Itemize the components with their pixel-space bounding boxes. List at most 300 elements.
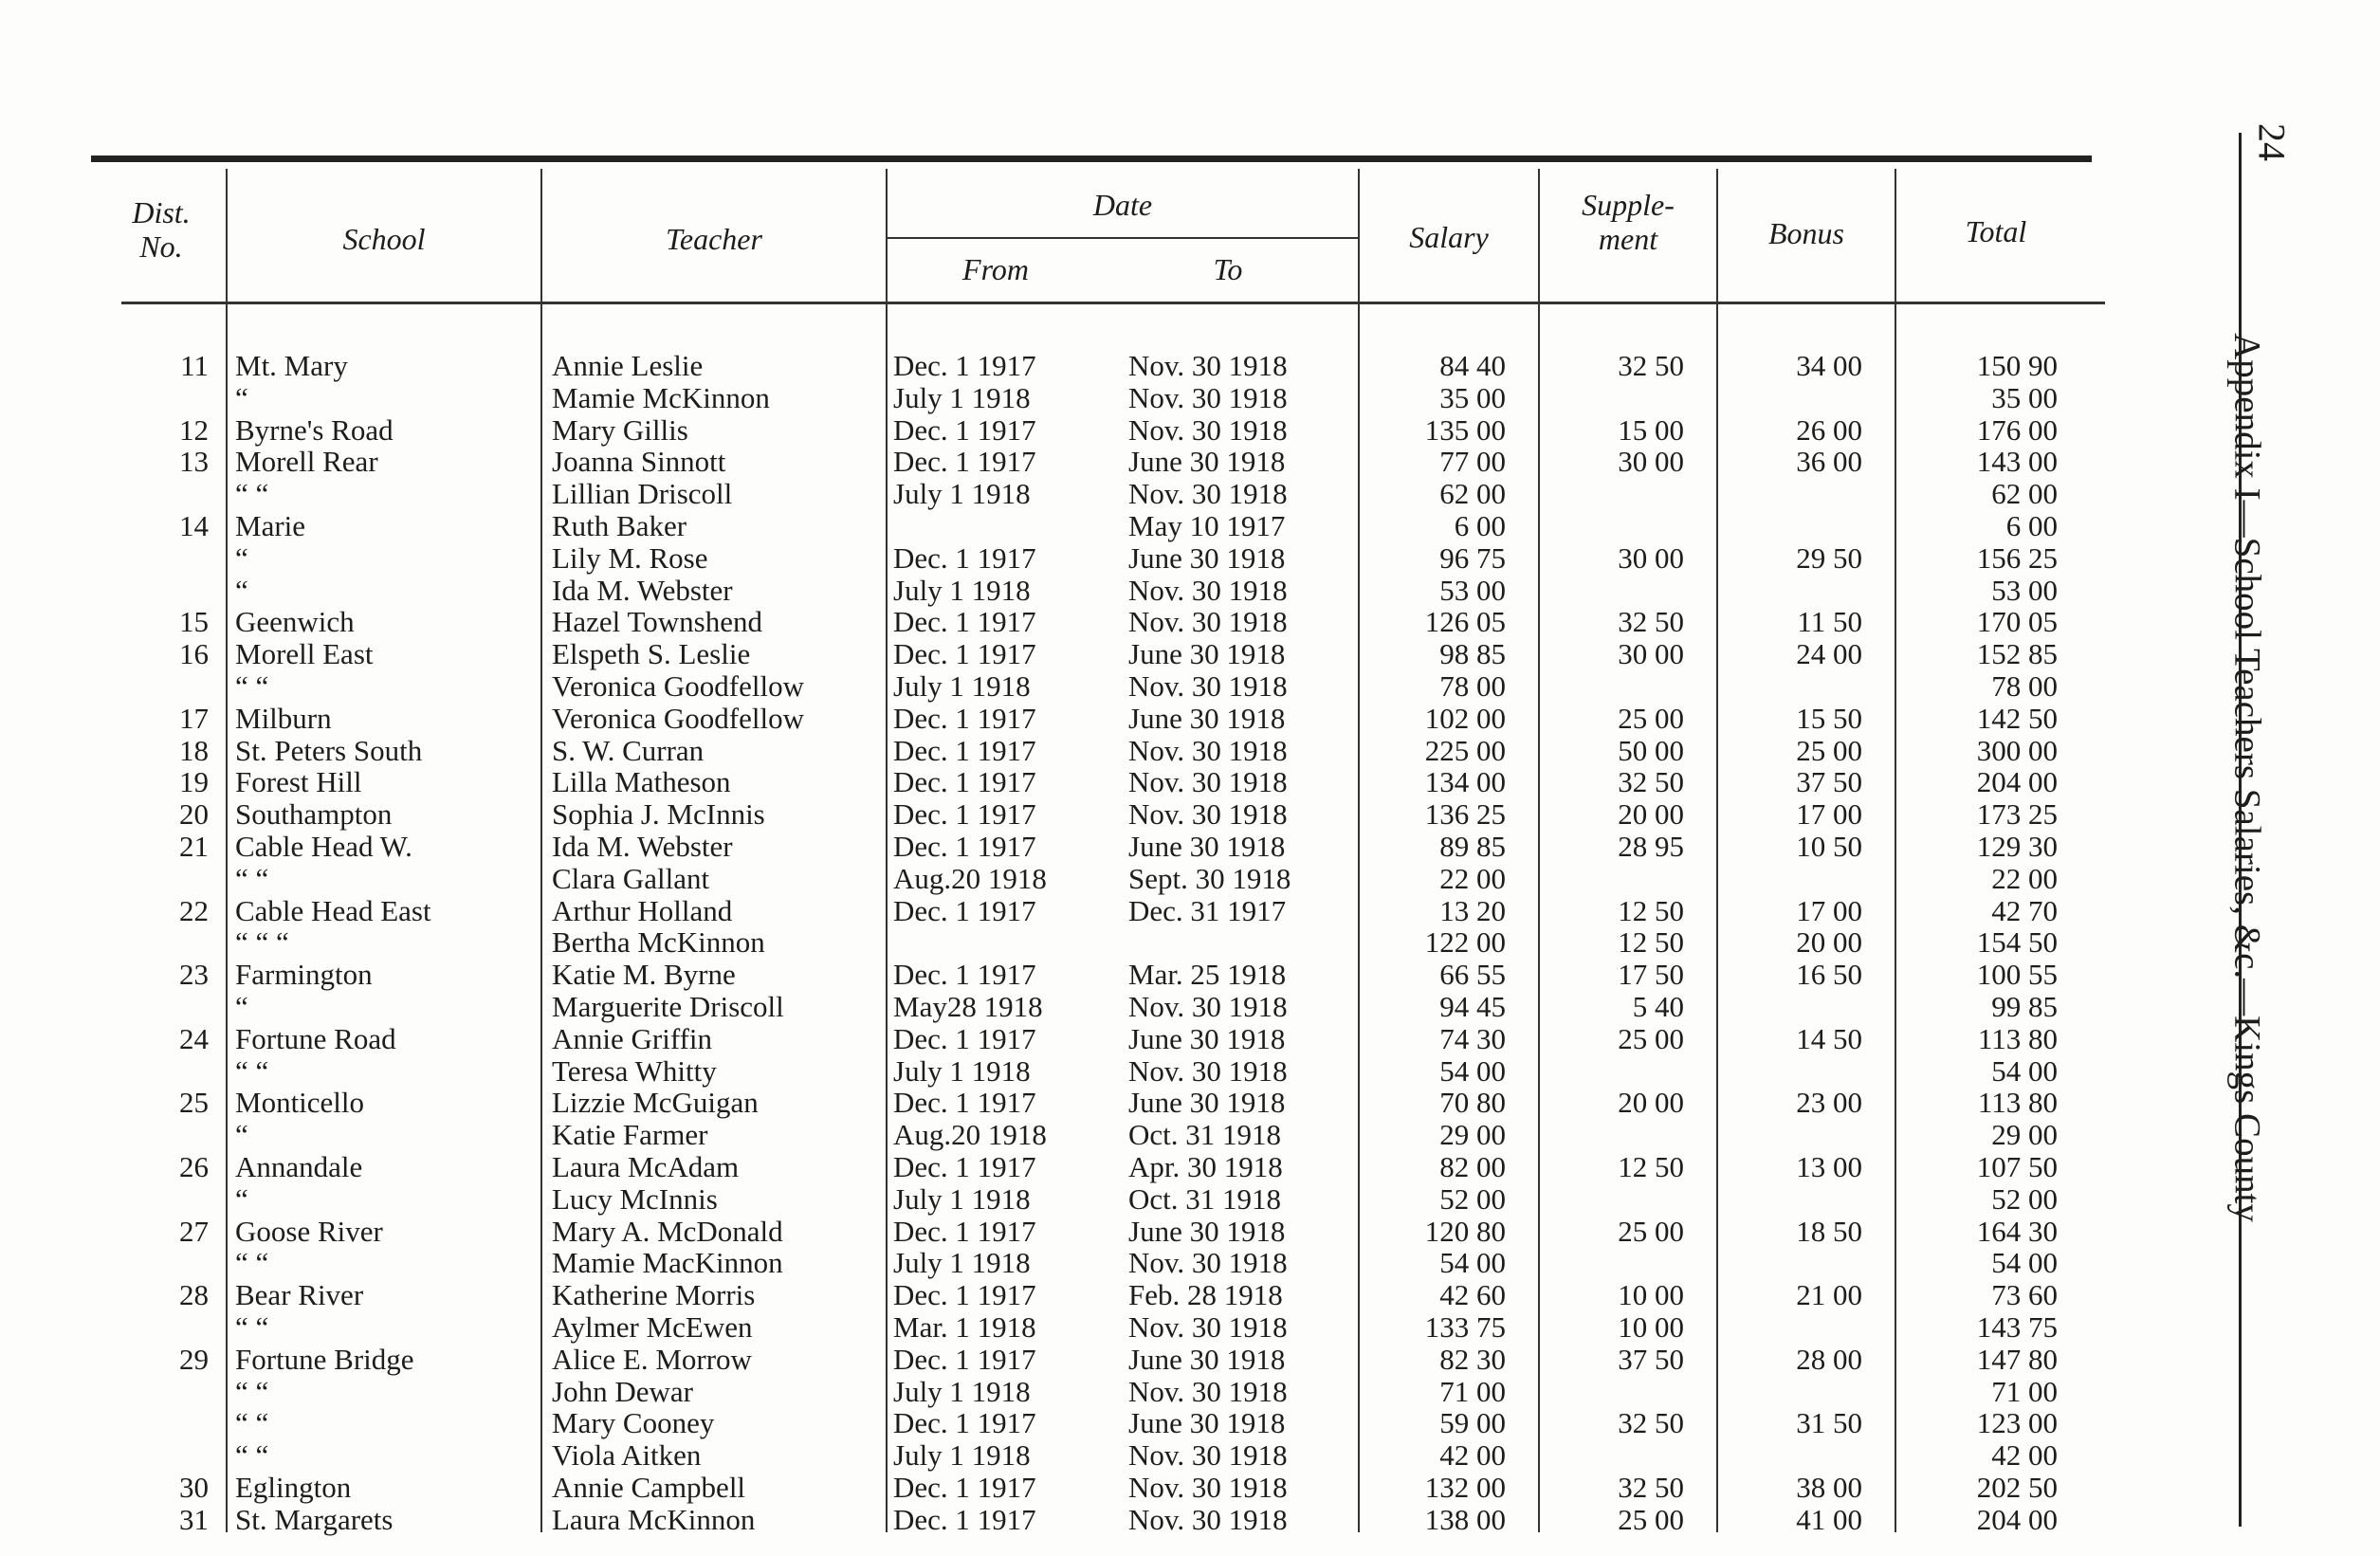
supplement-cell: 25 00 [1618, 1021, 1684, 1055]
salary-cell: 13 20 [1439, 893, 1506, 927]
total-cell: 107 50 [1976, 1150, 2058, 1183]
header-date: Date [1092, 188, 1153, 222]
supplement-cell: 20 00 [1618, 797, 1684, 832]
total-cell: 113 80 [1977, 1021, 2058, 1055]
to-date-cell: Nov. 30 1918 [1128, 1053, 1288, 1088]
school-cell: “ [235, 380, 248, 414]
dist-cell: 21 [179, 830, 209, 863]
from-date-cell: July 1 1918 [893, 1181, 1031, 1216]
from-date-cell: Dec. 1 1917 [893, 701, 1036, 735]
dist-cell: 31 [179, 1502, 209, 1536]
teacher-cell: Laura McAdam [552, 1150, 740, 1183]
total-cell: 156 25 [1976, 540, 2058, 575]
to-date-cell: Nov. 30 1918 [1128, 1502, 1288, 1536]
salary-cell: 42 00 [1439, 1438, 1506, 1473]
teacher-cell: Aylmer McEwen [552, 1310, 753, 1344]
header-from: From [962, 252, 1029, 286]
from-date-cell: Dec. 1 1917 [893, 893, 1036, 927]
total-cell: 6 00 [2005, 509, 2058, 542]
salary-cell: 82 30 [1439, 1342, 1506, 1376]
school-cell: “ [235, 573, 248, 607]
salary-cell: 89 85 [1439, 830, 1506, 863]
bonus-cell: 34 00 [1796, 349, 1862, 382]
total-cell: 176 00 [1976, 412, 2058, 447]
from-date-cell: Dec. 1 1917 [893, 1342, 1036, 1376]
teacher-cell: Katherine Morris [552, 1278, 756, 1312]
teacher-cell: Annie Griffin [552, 1021, 713, 1055]
supplement-cell: 50 00 [1618, 733, 1684, 767]
total-cell: 99 85 [1991, 990, 2058, 1023]
school-cell: Mt. Mary [235, 349, 348, 382]
salary-cell: 70 80 [1439, 1086, 1506, 1120]
total-cell: 204 00 [1976, 1502, 2058, 1536]
school-cell: “ “ [235, 669, 269, 703]
total-cell: 152 85 [1976, 637, 2058, 671]
salary-cell: 84 40 [1439, 349, 1506, 382]
to-date-cell: Apr. 30 1918 [1128, 1150, 1283, 1183]
teacher-cell: Marguerite Driscoll [552, 990, 784, 1023]
teacher-cell: Mamie McKinnon [552, 380, 770, 414]
teacher-cell: Ida M. Webster [552, 830, 733, 863]
page-number: 24 [2250, 123, 2294, 161]
header-total: Total [1965, 214, 2027, 248]
dist-cell: 29 [179, 1342, 209, 1376]
teacher-cell: Hazel Townshend [552, 605, 762, 639]
dist-cell: 20 [179, 797, 209, 832]
dist-cell: 11 [180, 349, 209, 382]
total-cell: 78 00 [1991, 669, 2058, 703]
from-date-cell: July 1 1918 [893, 1053, 1031, 1088]
from-date-cell: Dec. 1 1917 [893, 1471, 1036, 1504]
salary-cell: 138 00 [1424, 1502, 1506, 1536]
bonus-cell: 20 00 [1796, 925, 1862, 960]
header-school: School [342, 222, 426, 256]
header-dist-no: Dist. No. [132, 195, 191, 264]
school-cell: Morell East [235, 637, 374, 671]
bonus-cell: 23 00 [1796, 1086, 1862, 1120]
total-cell: 35 00 [1991, 380, 2058, 414]
salary-cell: 126 05 [1424, 605, 1506, 639]
school-cell: Marie [235, 509, 306, 542]
school-cell: Cable Head East [235, 893, 431, 927]
school-cell: Annandale [235, 1150, 363, 1183]
to-date-cell: Oct. 31 1918 [1128, 1118, 1282, 1152]
from-date-cell: Dec. 1 1917 [893, 765, 1036, 799]
supplement-cell: 12 50 [1618, 1150, 1684, 1183]
bonus-cell: 14 50 [1796, 1021, 1862, 1055]
salary-cell: 98 85 [1439, 637, 1506, 671]
to-date-cell: Oct. 31 1918 [1128, 1181, 1282, 1216]
salary-cell: 42 60 [1439, 1278, 1506, 1312]
bonus-cell: 13 00 [1796, 1150, 1862, 1183]
from-date-cell: Aug.20 1918 [893, 1118, 1047, 1152]
to-date-cell: Nov. 30 1918 [1128, 1374, 1288, 1408]
teacher-cell: Mary Cooney [552, 1406, 715, 1440]
total-cell: 113 80 [1977, 1086, 2058, 1120]
dist-cell: 27 [179, 1214, 209, 1248]
from-date-cell: Dec. 1 1917 [893, 349, 1036, 382]
to-date-cell: June 30 1918 [1128, 540, 1286, 575]
column-rule [886, 169, 888, 1532]
salary-cell: 62 00 [1439, 477, 1506, 511]
teacher-cell: Arthur Holland [552, 893, 733, 927]
salary-cell: 74 30 [1439, 1021, 1506, 1055]
from-date-cell: Dec. 1 1917 [893, 1278, 1036, 1312]
from-date-cell: July 1 1918 [893, 669, 1031, 703]
school-cell: Bear River [235, 1278, 364, 1312]
total-cell: 29 00 [1991, 1118, 2058, 1152]
bonus-cell: 18 50 [1796, 1214, 1862, 1248]
dist-cell: 23 [179, 958, 209, 992]
school-cell: “ “ [235, 1438, 269, 1473]
to-date-cell: Nov. 30 1918 [1128, 990, 1288, 1023]
teacher-cell: Sophia J. McInnis [552, 797, 765, 832]
school-cell: “ [235, 1118, 248, 1152]
supplement-cell: 5 40 [1632, 990, 1684, 1023]
to-date-cell: June 30 1918 [1128, 637, 1286, 671]
dist-cell: 17 [179, 701, 209, 735]
top-rule [91, 156, 2092, 162]
to-date-cell: June 30 1918 [1128, 830, 1286, 863]
total-cell: 300 00 [1976, 733, 2058, 767]
dist-cell: 14 [179, 509, 209, 542]
salary-cell: 29 00 [1439, 1118, 1506, 1152]
supplement-cell: 12 50 [1618, 893, 1684, 927]
salary-cell: 225 00 [1424, 733, 1506, 767]
bonus-cell: 37 50 [1796, 765, 1862, 799]
salary-cell: 102 00 [1424, 701, 1506, 735]
school-cell: Morell Rear [235, 445, 378, 479]
teacher-cell: Mary Gillis [552, 412, 688, 447]
salary-cell: 22 00 [1439, 861, 1506, 895]
teacher-cell: Katie M. Byrne [552, 958, 736, 992]
supplement-cell: 25 00 [1618, 1502, 1684, 1536]
to-date-cell: Nov. 30 1918 [1128, 1246, 1288, 1280]
teacher-cell: Veronica Goodfellow [552, 669, 804, 703]
to-date-cell: Nov. 30 1918 [1128, 1310, 1288, 1344]
teacher-cell: Ida M. Webster [552, 573, 733, 607]
bonus-cell: 36 00 [1796, 445, 1862, 479]
teacher-cell: Annie Campbell [552, 1471, 746, 1504]
teacher-cell: Joanna Sinnott [552, 445, 726, 479]
teacher-cell: Annie Leslie [552, 349, 704, 382]
bonus-cell: 17 00 [1796, 797, 1862, 832]
bonus-cell: 24 00 [1796, 637, 1862, 671]
from-date-cell: Aug.20 1918 [893, 861, 1047, 895]
salary-cell: 54 00 [1439, 1246, 1506, 1280]
to-date-cell: Nov. 30 1918 [1128, 733, 1288, 767]
school-cell: Eglington [235, 1471, 352, 1504]
from-date-cell: July 1 1918 [893, 573, 1031, 607]
supplement-cell: 12 50 [1618, 925, 1684, 960]
header-bottom-rule [121, 302, 2105, 304]
salary-cell: 135 00 [1424, 412, 1506, 447]
dist-cell: 18 [179, 733, 209, 767]
from-date-cell: Dec. 1 1917 [893, 733, 1036, 767]
dist-cell: 30 [179, 1471, 209, 1504]
supplement-cell: 28 95 [1618, 830, 1684, 863]
school-cell: Monticello [235, 1086, 365, 1120]
total-cell: 54 00 [1991, 1053, 2058, 1088]
teacher-cell: S. W. Curran [552, 733, 705, 767]
to-date-cell: May 10 1917 [1128, 509, 1286, 542]
from-date-cell: July 1 1918 [893, 477, 1031, 511]
total-cell: 73 60 [1991, 1278, 2058, 1312]
from-date-cell: Dec. 1 1917 [893, 605, 1036, 639]
dist-cell: 26 [179, 1150, 209, 1183]
teacher-cell: Mamie MacKinnon [552, 1246, 783, 1280]
salary-cell: 134 00 [1424, 765, 1506, 799]
bonus-cell: 31 50 [1796, 1406, 1862, 1440]
school-cell: Fortune Road [235, 1021, 396, 1055]
total-cell: 123 00 [1976, 1406, 2058, 1440]
total-cell: 52 00 [1991, 1181, 2058, 1216]
dist-cell: 13 [179, 445, 209, 479]
dist-cell: 25 [179, 1086, 209, 1120]
total-cell: 170 05 [1976, 605, 2058, 639]
school-cell: “ “ [235, 1406, 269, 1440]
salary-cell: 53 00 [1439, 573, 1506, 607]
salary-cell: 96 75 [1439, 540, 1506, 575]
bonus-cell: 17 00 [1796, 893, 1862, 927]
teacher-cell: Teresa Whitty [552, 1053, 717, 1088]
school-cell: “ “ [235, 861, 269, 895]
header-supplement: Supple- ment [1582, 188, 1675, 256]
to-date-cell: June 30 1918 [1128, 1214, 1286, 1248]
from-date-cell: Dec. 1 1917 [893, 1150, 1036, 1183]
to-date-cell: June 30 1918 [1128, 1406, 1286, 1440]
school-cell: “ “ [235, 1310, 269, 1344]
supplement-cell: 25 00 [1618, 701, 1684, 735]
salary-cell: 54 00 [1439, 1053, 1506, 1088]
to-date-cell: Mar. 25 1918 [1128, 958, 1287, 992]
header-teacher: Teacher [666, 222, 762, 256]
header-bonus: Bonus [1768, 216, 1844, 250]
from-date-cell: Dec. 1 1917 [893, 637, 1036, 671]
dist-cell: 15 [179, 605, 209, 639]
supplement-cell: 20 00 [1618, 1086, 1684, 1120]
supplement-cell: 37 50 [1618, 1342, 1684, 1376]
from-date-cell: Mar. 1 1918 [893, 1310, 1036, 1344]
supplement-cell: 32 50 [1618, 1406, 1684, 1440]
from-date-cell: Dec. 1 1917 [893, 1086, 1036, 1120]
total-cell: 204 00 [1976, 765, 2058, 799]
teacher-cell: Mary A. McDonald [552, 1214, 783, 1248]
teacher-cell: Katie Farmer [552, 1118, 708, 1152]
from-date-cell: Dec. 1 1917 [893, 1021, 1036, 1055]
from-date-cell: Dec. 1 1917 [893, 958, 1036, 992]
from-date-cell: Dec. 1 1917 [893, 1406, 1036, 1440]
to-date-cell: Nov. 30 1918 [1128, 1471, 1288, 1504]
from-date-cell: July 1 1918 [893, 1374, 1031, 1408]
salary-cell: 78 00 [1439, 669, 1506, 703]
total-cell: 164 30 [1976, 1214, 2058, 1248]
school-cell: “ “ “ [235, 925, 289, 960]
bonus-cell: 16 50 [1796, 958, 1862, 992]
side-title: Appendix I—School Teachers Salaries, &c.—Kings County [2226, 333, 2268, 1222]
to-date-cell: June 30 1918 [1128, 445, 1286, 479]
from-date-cell: July 1 1918 [893, 1438, 1031, 1473]
from-date-cell: Dec. 1 1917 [893, 1502, 1036, 1536]
from-date-cell: Dec. 1 1917 [893, 830, 1036, 863]
school-cell: “ “ [235, 1246, 269, 1280]
supplement-cell: 32 50 [1618, 349, 1684, 382]
teacher-cell: Lily M. Rose [552, 540, 708, 575]
to-date-cell: Nov. 30 1918 [1128, 605, 1288, 639]
total-cell: 147 80 [1976, 1342, 2058, 1376]
to-date-cell: Nov. 30 1918 [1128, 669, 1288, 703]
supplement-cell: 32 50 [1618, 1471, 1684, 1504]
salary-cell: 71 00 [1439, 1374, 1506, 1408]
school-cell: Geenwich [235, 605, 355, 639]
from-date-cell: Dec. 1 1917 [893, 797, 1036, 832]
teacher-cell: Clara Gallant [552, 861, 710, 895]
school-cell: Goose River [235, 1214, 383, 1248]
to-date-cell: Nov. 30 1918 [1128, 573, 1288, 607]
dist-cell: 19 [179, 765, 209, 799]
column-rule [540, 169, 542, 1532]
to-date-cell: Nov. 30 1918 [1128, 349, 1288, 382]
total-cell: 53 00 [1991, 573, 2058, 607]
school-cell: “ [235, 990, 248, 1023]
school-cell: “ “ [235, 477, 269, 511]
school-cell: “ [235, 540, 248, 575]
bonus-cell: 25 00 [1796, 733, 1862, 767]
supplement-cell: 10 00 [1618, 1278, 1684, 1312]
total-cell: 173 25 [1976, 797, 2058, 832]
from-date-cell: Dec. 1 1917 [893, 445, 1036, 479]
teacher-cell: Laura McKinnon [552, 1502, 756, 1536]
salary-cell: 6 00 [1454, 509, 1506, 542]
to-date-cell: Nov. 30 1918 [1128, 1438, 1288, 1473]
salary-cell: 132 00 [1424, 1471, 1506, 1504]
to-date-cell: Nov. 30 1918 [1128, 765, 1288, 799]
to-date-cell: Nov. 30 1918 [1128, 477, 1288, 511]
school-cell: St. Margarets [235, 1502, 394, 1536]
total-cell: 143 75 [1976, 1310, 2058, 1344]
school-cell: “ “ [235, 1053, 269, 1088]
dist-cell: 16 [179, 637, 209, 671]
supplement-cell: 15 00 [1618, 412, 1684, 447]
school-cell: Milburn [235, 701, 332, 735]
to-date-cell: Nov. 30 1918 [1128, 797, 1288, 832]
teacher-cell: Viola Aitken [552, 1438, 702, 1473]
teacher-cell: Bertha McKinnon [552, 925, 765, 960]
supplement-cell: 10 00 [1618, 1310, 1684, 1344]
teacher-cell: John Dewar [552, 1374, 693, 1408]
to-date-cell: June 30 1918 [1128, 1086, 1286, 1120]
total-cell: 54 00 [1991, 1246, 2058, 1280]
salary-cell: 122 00 [1424, 925, 1506, 960]
salary-cell: 52 00 [1439, 1181, 1506, 1216]
supplement-cell: 32 50 [1618, 765, 1684, 799]
total-cell: 143 00 [1976, 445, 2058, 479]
column-rule [226, 169, 228, 1532]
salary-cell: 35 00 [1439, 380, 1506, 414]
teacher-cell: Lizzie McGuigan [552, 1086, 759, 1120]
supplement-cell: 30 00 [1618, 637, 1684, 671]
to-date-cell: June 30 1918 [1128, 1342, 1286, 1376]
school-cell: “ “ [235, 1374, 269, 1408]
from-date-cell: Dec. 1 1917 [893, 412, 1036, 447]
dist-cell: 24 [179, 1021, 209, 1055]
total-cell: 42 00 [1991, 1438, 2058, 1473]
school-cell: Fortune Bridge [235, 1342, 414, 1376]
school-cell: Cable Head W. [235, 830, 412, 863]
to-date-cell: Nov. 30 1918 [1128, 412, 1288, 447]
from-date-cell: May28 1918 [893, 990, 1043, 1023]
salary-cell: 94 45 [1439, 990, 1506, 1023]
header-salary: Salary [1409, 220, 1489, 254]
salary-cell: 82 00 [1439, 1150, 1506, 1183]
bonus-cell: 21 00 [1796, 1278, 1862, 1312]
school-cell: Farmington [235, 958, 373, 992]
from-date-cell: July 1 1918 [893, 380, 1031, 414]
total-cell: 22 00 [1991, 861, 2058, 895]
to-date-cell: Sept. 30 1918 [1128, 861, 1291, 895]
school-cell: “ [235, 1181, 248, 1216]
total-cell: 71 00 [1991, 1374, 2058, 1408]
bonus-cell: 26 00 [1796, 412, 1862, 447]
supplement-cell: 25 00 [1618, 1214, 1684, 1248]
total-cell: 142 50 [1976, 701, 2058, 735]
to-date-cell: June 30 1918 [1128, 701, 1286, 735]
salary-cell: 133 75 [1424, 1310, 1506, 1344]
total-cell: 42 70 [1991, 893, 2058, 927]
supplement-cell: 32 50 [1618, 605, 1684, 639]
teacher-cell: Ruth Baker [552, 509, 687, 542]
school-cell: Byrne's Road [235, 412, 394, 447]
bonus-cell: 41 00 [1796, 1502, 1862, 1536]
from-date-cell: July 1 1918 [893, 1246, 1031, 1280]
teacher-cell: Veronica Goodfellow [552, 701, 804, 735]
total-cell: 202 50 [1976, 1471, 2058, 1504]
dist-cell: 12 [179, 412, 209, 447]
to-date-cell: Nov. 30 1918 [1128, 380, 1288, 414]
to-date-cell: June 30 1918 [1128, 1021, 1286, 1055]
bonus-cell: 11 50 [1797, 605, 1862, 639]
teacher-cell: Lucy McInnis [552, 1181, 718, 1216]
supplement-cell: 30 00 [1618, 445, 1684, 479]
school-cell: Forest Hill [235, 765, 362, 799]
from-date-cell: Dec. 1 1917 [893, 540, 1036, 575]
to-date-cell: Feb. 28 1918 [1128, 1278, 1283, 1312]
bonus-cell: 15 50 [1796, 701, 1862, 735]
salary-cell: 66 55 [1439, 958, 1506, 992]
school-cell: St. Peters South [235, 733, 423, 767]
from-date-cell: Dec. 1 1917 [893, 1214, 1036, 1248]
bonus-cell: 29 50 [1796, 540, 1862, 575]
teacher-cell: Lilla Matheson [552, 765, 731, 799]
bonus-cell: 38 00 [1796, 1471, 1862, 1504]
dist-cell: 22 [179, 893, 209, 927]
total-cell: 62 00 [1991, 477, 2058, 511]
bonus-cell: 10 50 [1796, 830, 1862, 863]
supplement-cell: 30 00 [1618, 540, 1684, 575]
teacher-cell: Alice E. Morrow [552, 1342, 752, 1376]
supplement-cell: 17 50 [1618, 958, 1684, 992]
to-date-cell: Dec. 31 1917 [1128, 893, 1287, 927]
salary-cell: 120 80 [1424, 1214, 1506, 1248]
total-cell: 154 50 [1976, 925, 2058, 960]
total-cell: 150 90 [1976, 349, 2058, 382]
teacher-cell: Lillian Driscoll [552, 477, 733, 511]
date-header-rule [886, 237, 1358, 239]
bonus-cell: 28 00 [1796, 1342, 1862, 1376]
salary-cell: 136 25 [1424, 797, 1506, 832]
salary-cell: 59 00 [1439, 1406, 1506, 1440]
teacher-cell: Elspeth S. Leslie [552, 637, 751, 671]
